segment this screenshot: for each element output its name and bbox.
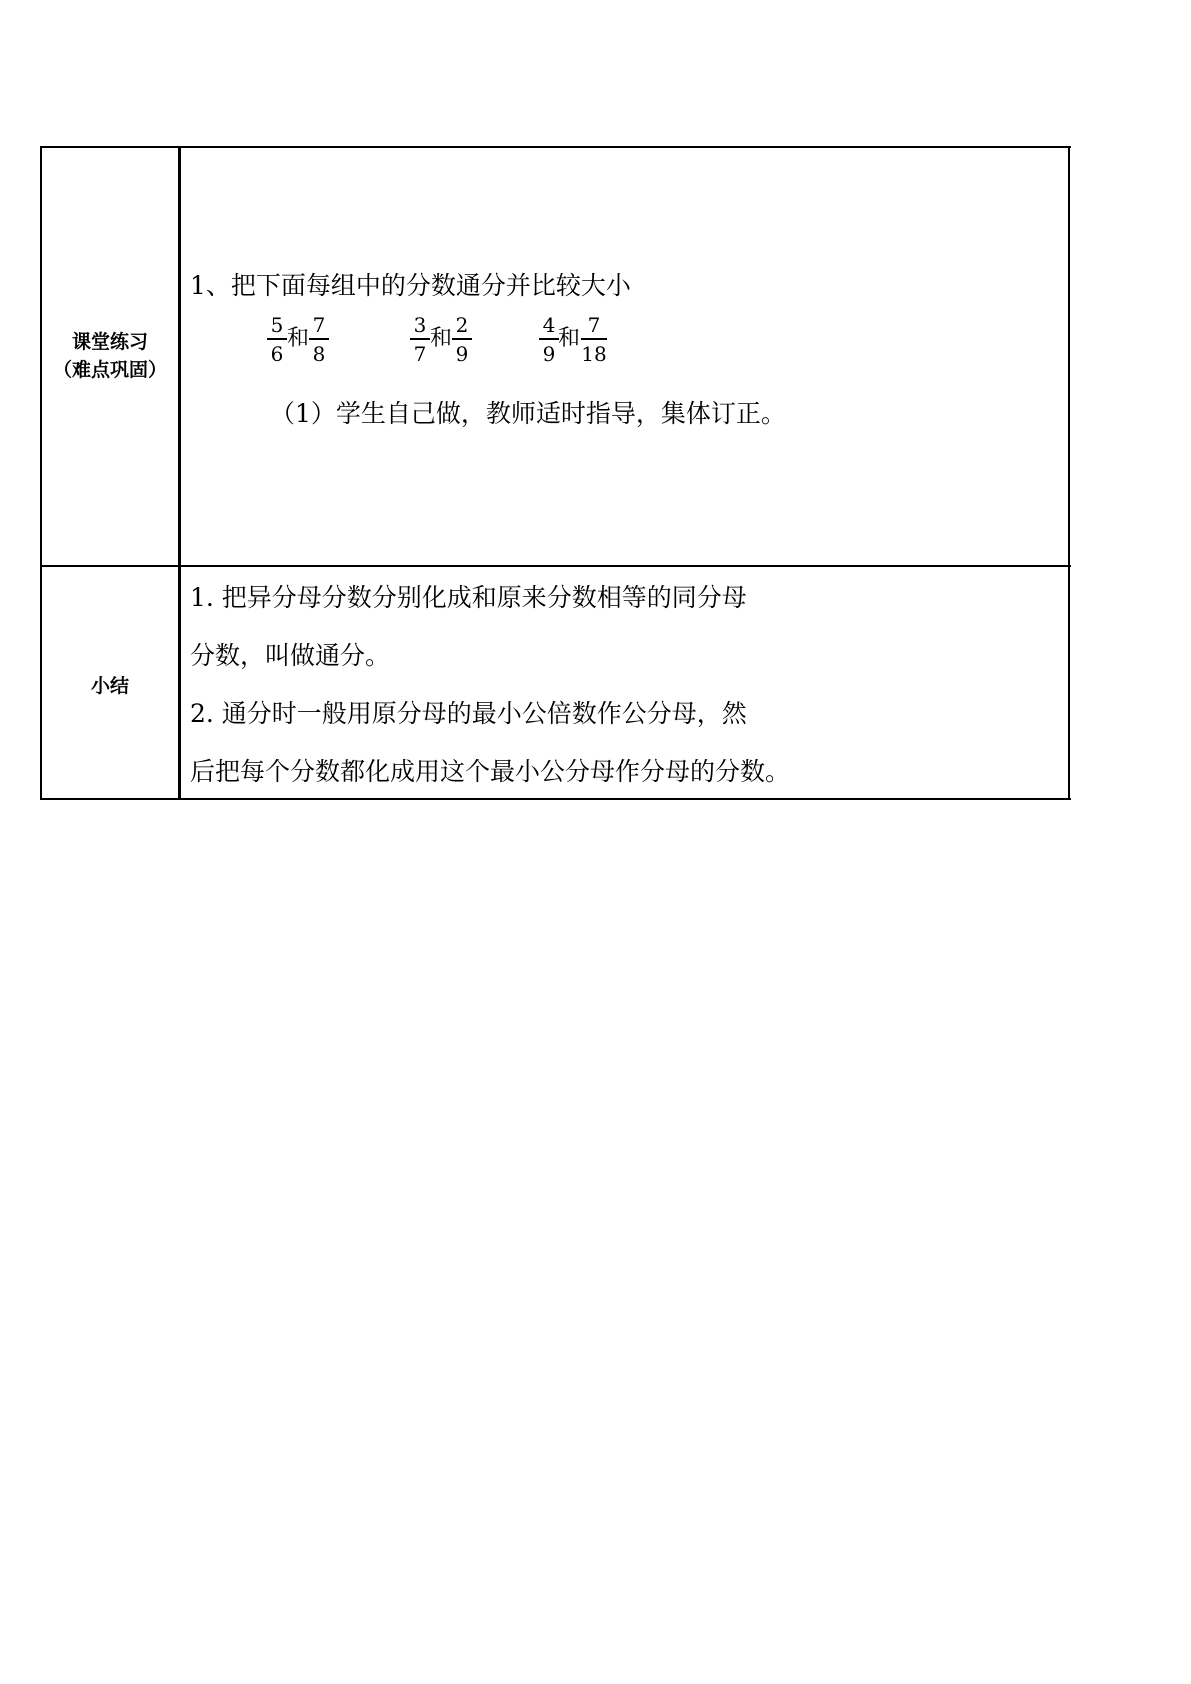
summary-line: 2. 通分时一般用原分母的最小公倍数作公分母，然 (190, 699, 747, 728)
fraction-connector: 和 (287, 326, 310, 351)
instruction-text: （1）学生自己做，教师适时指导，集体订正。 (270, 399, 786, 428)
fraction-denominator: 8 (312, 341, 326, 366)
fraction-numerator: 5 (270, 313, 284, 337)
fraction-denominator: 9 (542, 341, 556, 366)
fraction-numerator: 4 (542, 313, 556, 337)
fraction (266, 314, 288, 365)
fraction-numerator: 3 (413, 313, 427, 337)
fraction-bar (581, 338, 607, 340)
summary-line: 分数，叫做通分。 (190, 641, 391, 670)
table-row-divider (41, 565, 1071, 567)
fraction-connector: 和 (558, 326, 581, 351)
row-label-practice (42, 328, 178, 384)
fraction (580, 314, 608, 365)
task-title: 1、把下面每组中的分数通分并比较大小 (190, 271, 631, 300)
fraction-connector: 和 (430, 326, 453, 351)
fraction-numerator: 2 (455, 313, 469, 337)
fraction-bar (539, 338, 559, 340)
table-column-divider (178, 146, 181, 800)
table-top-border (41, 146, 1071, 148)
fraction-denominator: 18 (581, 341, 607, 366)
fraction (308, 314, 330, 365)
row-label-practice-line2: （难点巩固） (52, 359, 167, 381)
fraction-bar (267, 338, 287, 340)
fraction-numerator: 7 (312, 313, 326, 337)
table-left-border (40, 146, 42, 800)
fraction (538, 314, 560, 365)
fraction-bar (452, 338, 472, 340)
fraction (409, 314, 431, 365)
fraction-denominator: 6 (270, 341, 284, 366)
fraction-bar (410, 338, 430, 340)
summary-line: 后把每个分数都化成用这个最小公分母作分母的分数。 (190, 757, 791, 786)
row-label-summary: 小结 (90, 675, 129, 697)
summary-line: 1. 把异分母分数分别化成和原来分数相等的同分母 (190, 583, 747, 612)
table-right-border (1068, 146, 1070, 800)
fraction-denominator: 7 (413, 341, 427, 366)
fraction-denominator: 9 (455, 341, 469, 366)
fraction-bar (309, 338, 329, 340)
fraction-numerator: 7 (587, 313, 601, 337)
table-bottom-border (41, 798, 1071, 800)
fraction (451, 314, 473, 365)
row-label-practice-line1: 课堂练习 (71, 331, 148, 353)
